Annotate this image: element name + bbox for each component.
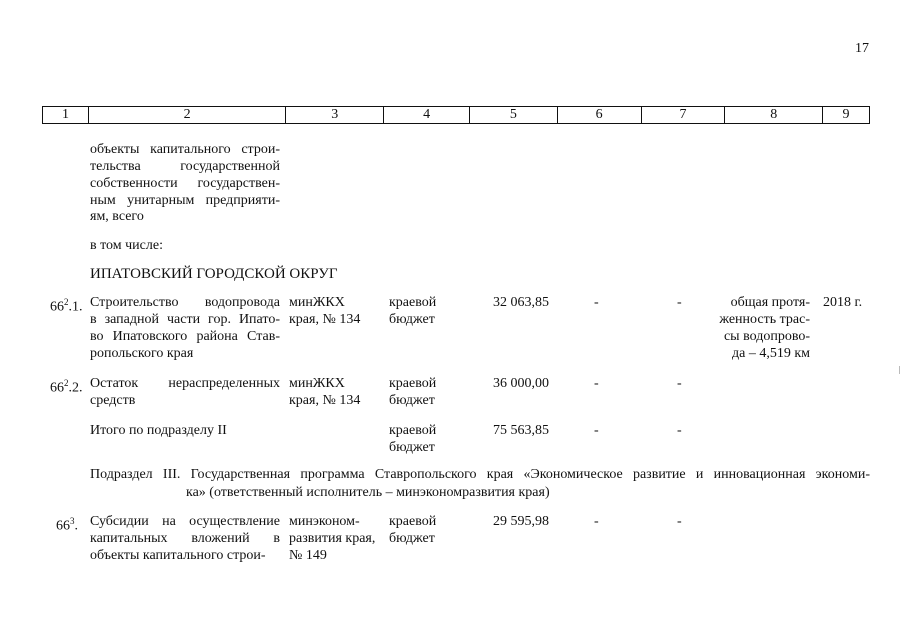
row-amount: 29 595,98 <box>493 514 549 529</box>
row-name-line: Субсидии на осуществление <box>90 514 280 529</box>
row-col7: - <box>677 514 682 529</box>
intro-line: объекты капитального строи- <box>90 142 280 157</box>
row-name-line: во Ипатовского района Став- <box>90 329 280 344</box>
row-org-line: края, № 134 <box>289 393 361 408</box>
intro-line: тельства государственной <box>90 159 280 174</box>
row-source-line: краевой <box>389 376 437 391</box>
row-source-line: бюджет <box>389 393 435 408</box>
row-name-line: Строительство водопровода <box>90 295 280 310</box>
intro-line: ным унитарным предприяти- <box>90 193 280 208</box>
row-org-line: минэконом- <box>289 514 360 529</box>
row-name-line: средств <box>90 393 136 408</box>
subsection-heading-line: Подраздел III. Государственная программа Ставропольского края «Экономическое развитие и инновационная экономи- <box>90 467 870 482</box>
page-number: 17 <box>855 41 869 56</box>
row-name-line: ропольского края <box>90 346 194 361</box>
row-col8-line: сы водопрово- <box>723 329 810 344</box>
header-col-6: 6 <box>558 107 642 123</box>
row-amount: 32 063,85 <box>493 295 549 310</box>
row-name-line: объекты капитального строи- <box>90 548 266 563</box>
row-number: $66^2.2$. <box>50 378 83 396</box>
row-col8-line: женность трас- <box>719 312 810 327</box>
intro-line: ям, всего <box>90 209 144 224</box>
row-name-line: Остаток нераспределенных <box>90 376 280 391</box>
subtotal-amount: 75 563,85 <box>493 423 549 438</box>
including-label: в том числе: <box>90 238 163 253</box>
row-org-line: края, № 134 <box>289 312 361 327</box>
row-org-line: минЖКХ <box>289 376 345 391</box>
header-col-2: 2 <box>89 107 287 123</box>
header-col-7: 7 <box>642 107 726 123</box>
header-col-3: 3 <box>286 107 384 123</box>
row-col8-line: общая протя- <box>730 295 810 310</box>
header-col-5: 5 <box>470 107 558 123</box>
row-col6: - <box>594 376 599 391</box>
row-name-line: капитальных вложений в <box>90 531 280 546</box>
row-name-line: в западной части гор. Ипато- <box>90 312 280 327</box>
header-col-4: 4 <box>384 107 470 123</box>
scan-edge-mark <box>899 366 900 374</box>
row-source-line: бюджет <box>389 531 435 546</box>
row-number: $66^3$. <box>56 516 78 534</box>
header-col-8: 8 <box>725 107 823 123</box>
row-col6: - <box>594 423 599 438</box>
row-col6: - <box>594 295 599 310</box>
row-source-line: краевой <box>389 295 437 310</box>
intro-line: собственности государствен- <box>90 176 280 191</box>
row-org-line: развития края, <box>289 531 376 546</box>
header-col-1: 1 <box>43 107 89 123</box>
row-col6: - <box>594 514 599 529</box>
row-source-line: краевой <box>389 423 437 438</box>
row-col9: 2018 г. <box>823 295 863 310</box>
district-heading: ИПАТОВСКИЙ ГОРОДСКОЙ ОКРУГ <box>90 266 338 282</box>
row-org-line: минЖКХ <box>289 295 345 310</box>
column-number-header <box>42 106 870 124</box>
row-source-line: бюджет <box>389 440 435 455</box>
row-col7: - <box>677 295 682 310</box>
header-col-9: 9 <box>842 107 850 122</box>
subtotal-label: Итого по подразделу II <box>90 423 227 438</box>
row-source-line: краевой <box>389 514 437 529</box>
row-col7: - <box>677 376 682 391</box>
row-org-line: № 149 <box>289 548 327 563</box>
row-col7: - <box>677 423 682 438</box>
row-amount: 36 000,00 <box>493 376 549 391</box>
row-source-line: бюджет <box>389 312 435 327</box>
row-col8-line: да – 4,519 км <box>732 346 810 361</box>
subsection-heading-line: ка» (ответственный исполнитель – минэкономразвития края) <box>186 485 550 500</box>
row-number: $66^2.1$. <box>50 297 83 315</box>
